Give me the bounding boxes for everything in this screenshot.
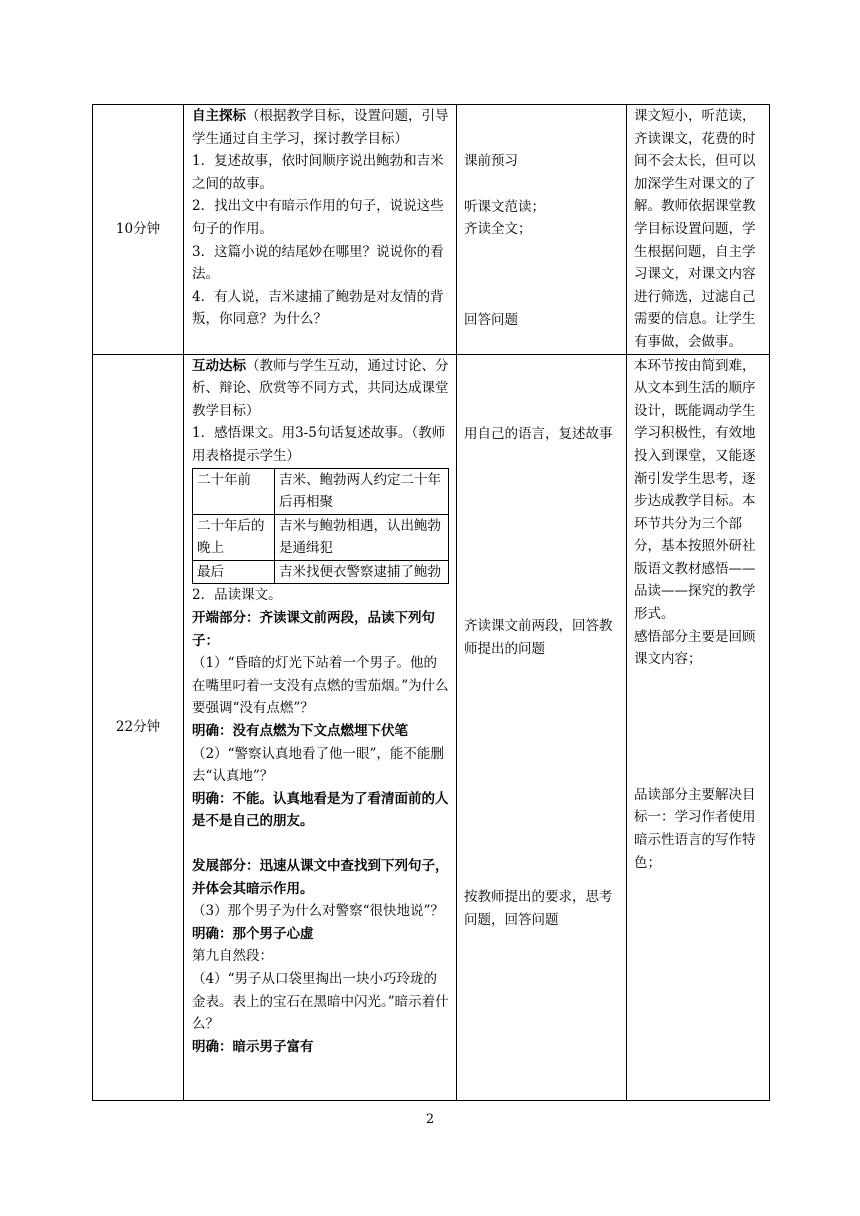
section-intro: （教师与学生互动，通过讨论、分析、辩论、欣赏等不同方式，共同达成课堂教学目标） (192, 357, 449, 419)
student-activity-text: 用自己的语言，复述故事 (464, 425, 613, 442)
table-row (193, 560, 449, 584)
section-intro: （根据教学目标，设置问题，引导学生通过自主学习，探讨教学目标） (192, 108, 449, 147)
table-cell: 二十年后的晚上 (193, 514, 275, 560)
table-cell: 吉米与鲍勃相遇，认出鲍勃是通缉犯 (275, 514, 449, 560)
answer: 明确：那个男子心虚 (192, 925, 314, 942)
question-item: 3．这篇小说的结尾妙在哪里？说说你的看法。 (192, 243, 444, 283)
student-activity-text: 齐读全文； (464, 221, 532, 238)
question-item: 2．找出文中有暗示作用的句子，说说这些句子的作用。 (192, 198, 444, 237)
paragraph: 1．感悟课文。用3-5句话复述故事。（教师用表格提示学生） (192, 425, 446, 464)
question: （2）“警察认真地看了他一眼”，能不能删去“认真地”？ (192, 745, 444, 785)
design-intent-text: 感悟部分主要是回顾课文内容； (634, 628, 756, 668)
lesson-plan-table (92, 104, 770, 1101)
paragraph: 2．品读课文。 (192, 587, 282, 604)
student-activity-text: 课前预习 (464, 153, 518, 169)
question: （1）“昏暗的灯光下站着一个男子。他的在嘴里叼着一支没有点燃的雪茄烟。”为什么要强调“没有点燃”？ (192, 655, 449, 717)
question-item: 1．复述故事，依时间顺序说出鲍勃和吉米之间的故事。 (192, 153, 444, 192)
student-activity-text: 回答问题 (464, 311, 518, 328)
section-title: 自主探标 (192, 108, 246, 124)
student-activity-cell (457, 354, 627, 1100)
table-cell: 吉米、鲍勃两人约定二十年后再相聚 (275, 468, 449, 514)
student-activity-text: 听课文范读； (464, 198, 545, 215)
summary-table (192, 468, 449, 585)
table-row (93, 105, 770, 355)
student-activity-text: 按教师提出的要求，思考问题，回答问题 (464, 889, 613, 928)
table-cell: 二十年前 (193, 468, 275, 514)
time-cell: 10分钟 (93, 105, 184, 355)
page-number: 2 (425, 1112, 435, 1127)
design-intent-cell (627, 354, 770, 1100)
question-item: 4．有人说，吉米逮捕了鲍勃是对友情的背叛，你同意？为什么？ (192, 288, 444, 328)
table-row (193, 468, 449, 514)
activity-cell (184, 105, 457, 355)
paragraph: 发展部分：迅速从课文中查找到下列句子，并体会其暗示作用。 (192, 858, 449, 897)
design-intent-text: 品读部分主要解决目标一：学习作者使用暗示性语言的写作特色； (634, 786, 756, 871)
table-row (193, 514, 449, 560)
section-title: 互动达标 (192, 357, 246, 374)
design-intent-text: 课文短小，听范读，齐读课文，花费的时间不会太长，但可以加深学生对课文的了解。教师依据课堂教学目标设置问题，学生根据问题，自主学习课文，对课文内容进行筛选，过滤自己需要的信息。让学生有事做，会做事。 (634, 108, 756, 350)
table-cell: 最后 (193, 560, 275, 584)
design-intent-text: 本环节按由简到难，从文本到生活的顺序设计，既能调动学生学习积极性，有效地投入到课堂，又能逐渐引发学生思考，逐步达成教学目标。本环节共分为三个部分，基本按照外研社版语文教材感悟——品读——探究的教学形式。 (634, 357, 756, 623)
student-activity-cell (457, 105, 627, 355)
time-cell: 22分钟 (93, 354, 184, 1100)
paragraph: 开端部分：齐读课文前两段，品读下列句子： (192, 610, 435, 649)
question: （4）“男子从口袋里掏出一块小巧玲珑的金表。表上的宝石在黑暗中闪光。”暗示着什么？ (192, 970, 449, 1033)
paragraph: 第九自然段： (192, 948, 273, 965)
answer: 明确：不能。认真地看是为了看清面前的人是不是自己的朋友。 (192, 790, 449, 830)
table-cell: 吉米找便衣警察逮捕了鲍勃 (275, 560, 449, 584)
answer: 明确：暗示男子富有 (192, 1038, 314, 1055)
table-row (93, 354, 770, 1100)
answer: 明确：没有点燃为下文点燃埋下伏笔 (192, 723, 408, 740)
activity-cell (184, 354, 457, 1100)
design-intent-cell (627, 105, 770, 355)
question: （3）那个男子为什么对警察“很快地说”？ (192, 903, 444, 920)
student-activity-text: 齐读课文前两段，回答教师提出的问题 (464, 618, 613, 657)
